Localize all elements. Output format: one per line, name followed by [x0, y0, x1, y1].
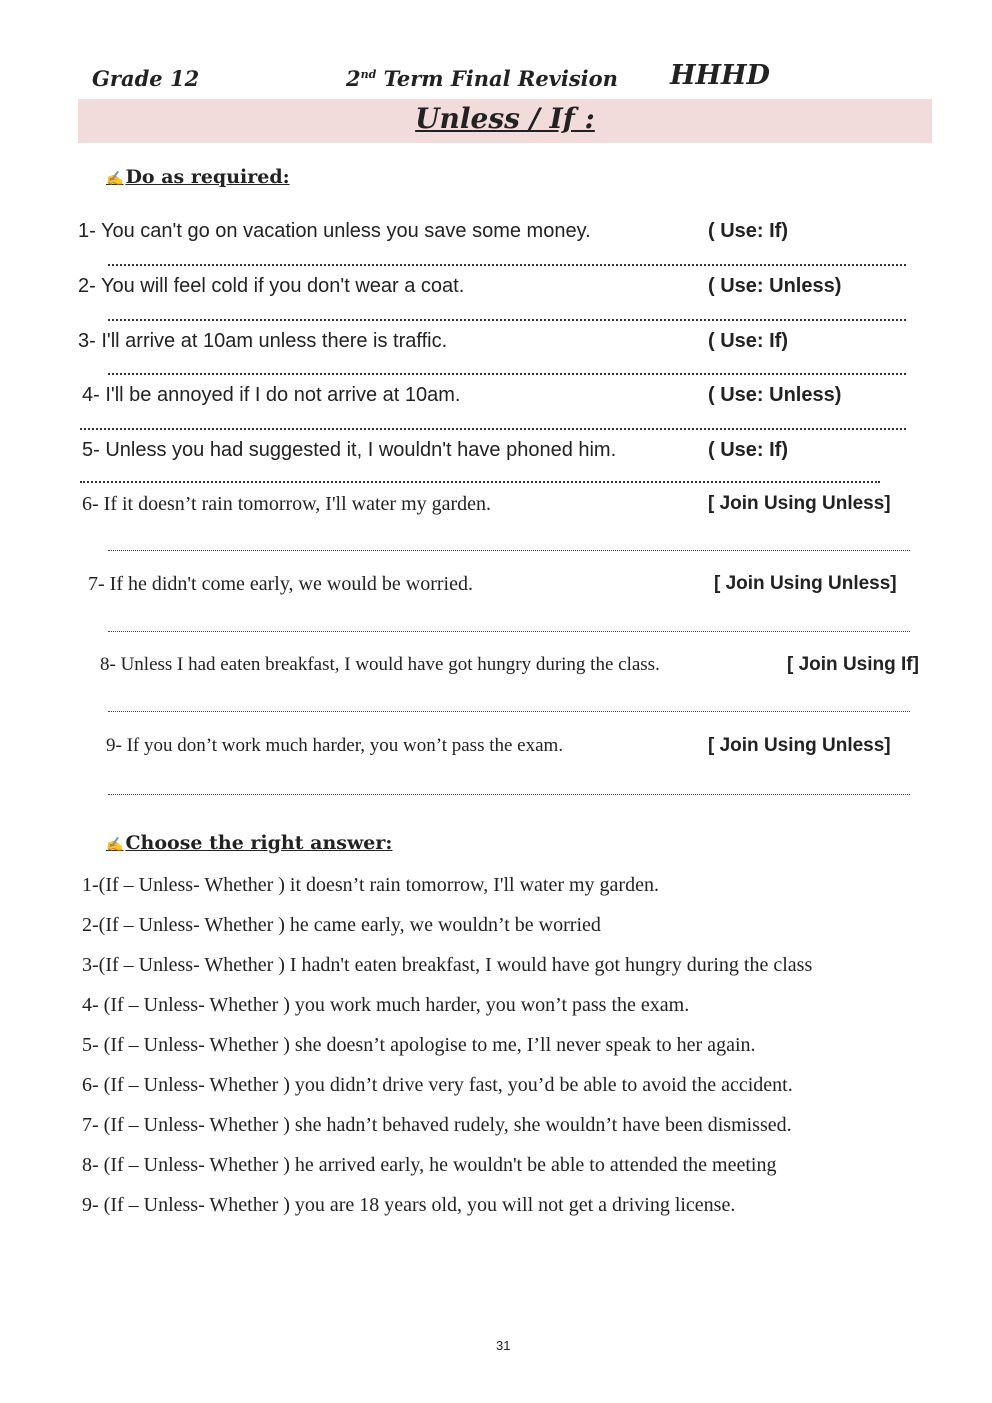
choice-item-9: 9- (If – Unless- Whether ) you are 18 years old, you will not get a driving license. [82, 1194, 736, 1216]
term-text: Term Final Revision [383, 66, 618, 91]
question-2: 2- You will feel cold if you don't wear a coat. [78, 275, 465, 297]
instruction-4: ( Use: Unless) [708, 384, 842, 406]
pen-icon: ✍ [106, 171, 124, 187]
answer-line-4[interactable] [80, 428, 906, 430]
choice-item-7: 7- (If – Unless- Whether ) she hadn’t behaved rudely, she wouldn’t have been dismissed. [82, 1114, 792, 1136]
answer-line-1[interactable] [108, 264, 906, 266]
question-1: 1- You can't go on vacation unless you save some money. [78, 220, 591, 242]
term-label [346, 66, 618, 91]
choice-item-3: 3-(If – Unless- Whether ) I hadn't eaten breakfast, I would have got hungry during the class [82, 954, 813, 976]
grade-label: Grade 12 [92, 66, 200, 91]
question-9: 9- If you don’t work much harder, you won’t pass the exam. [106, 735, 564, 756]
choice-item-1: 1-(If – Unless- Whether ) it doesn’t rain tomorrow, I'll water my garden. [82, 874, 659, 896]
section-title: Do as required: [125, 166, 290, 188]
answer-line-7[interactable] [108, 631, 910, 632]
question-6: 6- If it doesn’t rain tomorrow, I'll water my garden. [82, 493, 492, 515]
instruction-6: [ Join Using Unless] [708, 493, 891, 514]
answer-line-8[interactable] [108, 711, 910, 712]
instruction-5: ( Use: If) [708, 439, 788, 461]
choice-item-2: 2-(If – Unless- Whether ) he came early, we wouldn’t be worried [82, 914, 601, 936]
instruction-1: ( Use: If) [708, 220, 788, 242]
question-3: 3- I'll arrive at 10am unless there is traffic. [78, 330, 448, 352]
answer-line-6[interactable] [108, 550, 910, 551]
title-banner [78, 99, 932, 143]
section-heading-choose [106, 832, 392, 854]
answer-line-9[interactable] [108, 794, 910, 795]
pen-icon: ✍ [106, 837, 124, 853]
choice-item-8: 8- (If – Unless- Whether ) he arrived early, he wouldn't be able to attended the meeting [82, 1154, 777, 1176]
question-7: 7- If he didn't come early, we would be worried. [88, 573, 473, 595]
section-title: Choose the right answer: [125, 832, 393, 854]
question-8: 8- Unless I had eaten breakfast, I would have got hungry during the class. [100, 654, 660, 675]
page-title: Unless / If : [415, 102, 595, 135]
choice-item-5: 5- (If – Unless- Whether ) she doesn’t apologise to me, I’ll never speak to her again. [82, 1034, 756, 1056]
instruction-9: [ Join Using Unless] [708, 735, 891, 756]
choice-item-6: 6- (If – Unless- Whether ) you didn’t drive very fast, you’d be able to avoid the accident. [82, 1074, 793, 1096]
instruction-8: [ Join Using If] [787, 654, 919, 675]
instruction-7: [ Join Using Unless] [714, 573, 897, 594]
question-5: 5- Unless you had suggested it, I wouldn't have phoned him. [82, 439, 617, 461]
term-superscript: nd [360, 68, 377, 81]
term-number: 2 [346, 66, 361, 91]
answer-line-3[interactable] [108, 373, 906, 375]
page-number: 31 [496, 1338, 511, 1353]
answer-line-2[interactable] [108, 319, 906, 321]
instruction-2: ( Use: Unless) [708, 275, 842, 297]
question-4: 4- I'll be annoyed if I do not arrive at 10am. [82, 384, 461, 406]
instruction-3: ( Use: If) [708, 330, 788, 352]
school-label: HHHD [670, 60, 770, 91]
section-heading-do-as-required [106, 166, 290, 188]
choice-item-4: 4- (If – Unless- Whether ) you work much harder, you won’t pass the exam. [82, 994, 690, 1016]
answer-line-5[interactable] [80, 481, 880, 483]
